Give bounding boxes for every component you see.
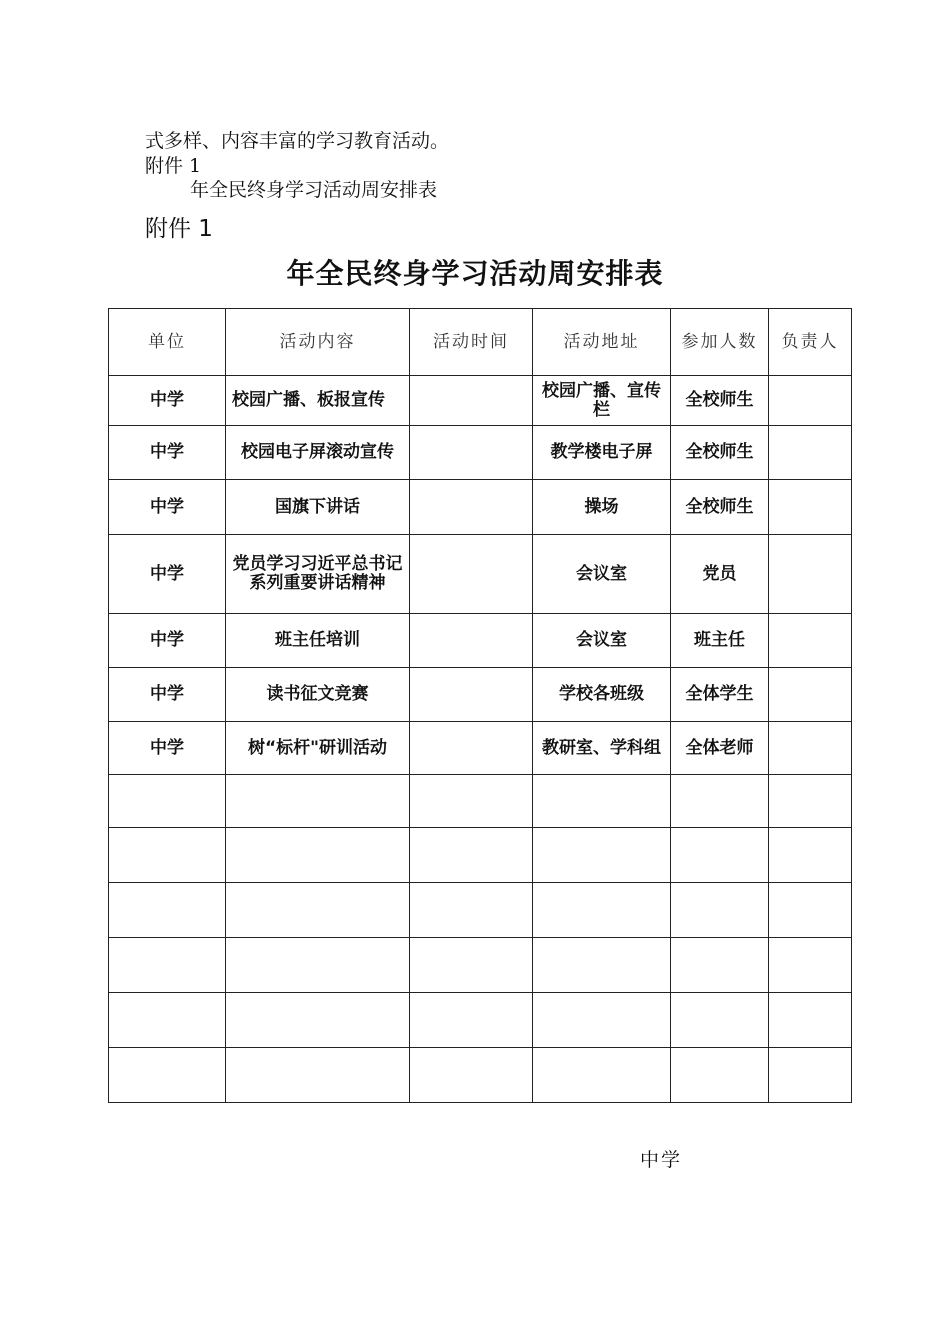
cell-location: 会议室 (533, 535, 671, 614)
cell-person (769, 614, 852, 668)
cell-content (226, 993, 410, 1048)
cell-participants (671, 993, 769, 1048)
cell-participants: 全体老师 (671, 722, 769, 775)
cell-content: 班主任培训 (226, 614, 410, 668)
cell-person (769, 883, 852, 938)
header-activity-content: 活动内容 (226, 309, 410, 376)
header-person-in-charge: 负责人 (769, 309, 852, 376)
cell-unit: 中学 (109, 535, 226, 614)
cell-content: 国旗下讲话 (226, 480, 410, 535)
table-row (109, 938, 852, 993)
cell-location: 学校各班级 (533, 668, 671, 722)
header-unit: 单位 (109, 309, 226, 376)
table-row (109, 722, 852, 775)
cell-person (769, 828, 852, 883)
table-row (109, 775, 852, 828)
cell-location: 校园广播、宣传栏 (533, 376, 671, 426)
cell-participants: 党员 (671, 535, 769, 614)
cell-participants: 全校师生 (671, 480, 769, 535)
cell-time (410, 480, 533, 535)
cell-location (533, 1048, 671, 1103)
cell-location (533, 775, 671, 828)
cell-unit: 中学 (109, 426, 226, 480)
cell-participants: 全体学生 (671, 668, 769, 722)
cell-participants (671, 938, 769, 993)
table-row (109, 828, 852, 883)
cell-location: 教学楼电子屏 (533, 426, 671, 480)
cell-unit (109, 938, 226, 993)
schedule-table (108, 308, 852, 1103)
table-row (109, 376, 852, 426)
cell-time (410, 828, 533, 883)
cell-participants: 班主任 (671, 614, 769, 668)
cell-location (533, 883, 671, 938)
cell-location (533, 993, 671, 1048)
intro-text: 式多样、内容丰富的学习教育活动。 (145, 130, 450, 152)
table-row (109, 993, 852, 1048)
cell-unit: 中学 (109, 668, 226, 722)
table-row (109, 426, 852, 480)
table-row (109, 883, 852, 938)
cell-person (769, 722, 852, 775)
table-row (109, 668, 852, 722)
cell-unit (109, 883, 226, 938)
cell-participants: 全校师生 (671, 426, 769, 480)
cell-unit: 中学 (109, 376, 226, 426)
cell-content: 校园广播、板报宣传 (226, 376, 410, 426)
cell-person (769, 1048, 852, 1103)
cell-participants (671, 775, 769, 828)
subtitle-small: 年全民终身学习活动周安排表 (190, 179, 438, 201)
cell-location: 操场 (533, 480, 671, 535)
table-row (109, 535, 852, 614)
cell-participants (671, 1048, 769, 1103)
table-row (109, 1048, 852, 1103)
cell-time (410, 614, 533, 668)
cell-unit: 中学 (109, 614, 226, 668)
cell-content: 党员学习习近平总书记系列重要讲话精神 (226, 535, 410, 614)
cell-location (533, 828, 671, 883)
cell-person (769, 938, 852, 993)
cell-person (769, 426, 852, 480)
cell-person (769, 480, 852, 535)
attachment-label: 附件 1 (145, 216, 213, 242)
cell-content (226, 828, 410, 883)
cell-unit (109, 775, 226, 828)
cell-unit (109, 1048, 226, 1103)
cell-time (410, 376, 533, 426)
cell-content (226, 938, 410, 993)
table-row (109, 614, 852, 668)
cell-location (533, 938, 671, 993)
cell-time (410, 668, 533, 722)
footer-school-name: 中学 (640, 1149, 683, 1171)
header-participants: 参加人数 (671, 309, 769, 376)
cell-person (769, 668, 852, 722)
cell-location: 会议室 (533, 614, 671, 668)
cell-person (769, 775, 852, 828)
cell-participants (671, 828, 769, 883)
cell-unit (109, 993, 226, 1048)
cell-content (226, 1048, 410, 1103)
cell-participants: 全校师生 (671, 376, 769, 426)
header-activity-time: 活动时间 (410, 309, 533, 376)
cell-time (410, 1048, 533, 1103)
attachment-label-small: 附件 1 (145, 155, 202, 177)
cell-location: 教研室、学科组 (533, 722, 671, 775)
cell-person (769, 376, 852, 426)
cell-person (769, 993, 852, 1048)
cell-content: 读书征文竞赛 (226, 668, 410, 722)
header-activity-location: 活动地址 (533, 309, 671, 376)
cell-unit: 中学 (109, 722, 226, 775)
cell-time (410, 993, 533, 1048)
cell-time (410, 775, 533, 828)
cell-time (410, 883, 533, 938)
cell-time (410, 535, 533, 614)
table-header-row (109, 309, 852, 376)
cell-participants (671, 883, 769, 938)
cell-content: 校园电子屏滚动宣传 (226, 426, 410, 480)
cell-content: 树“标杆"研训活动 (226, 722, 410, 775)
cell-unit: 中学 (109, 480, 226, 535)
cell-time (410, 426, 533, 480)
cell-person (769, 535, 852, 614)
table-row (109, 480, 852, 535)
cell-unit (109, 828, 226, 883)
page-title: 年全民终身学习活动周安排表 (286, 257, 664, 290)
cell-content (226, 775, 410, 828)
cell-time (410, 938, 533, 993)
cell-time (410, 722, 533, 775)
cell-content (226, 883, 410, 938)
